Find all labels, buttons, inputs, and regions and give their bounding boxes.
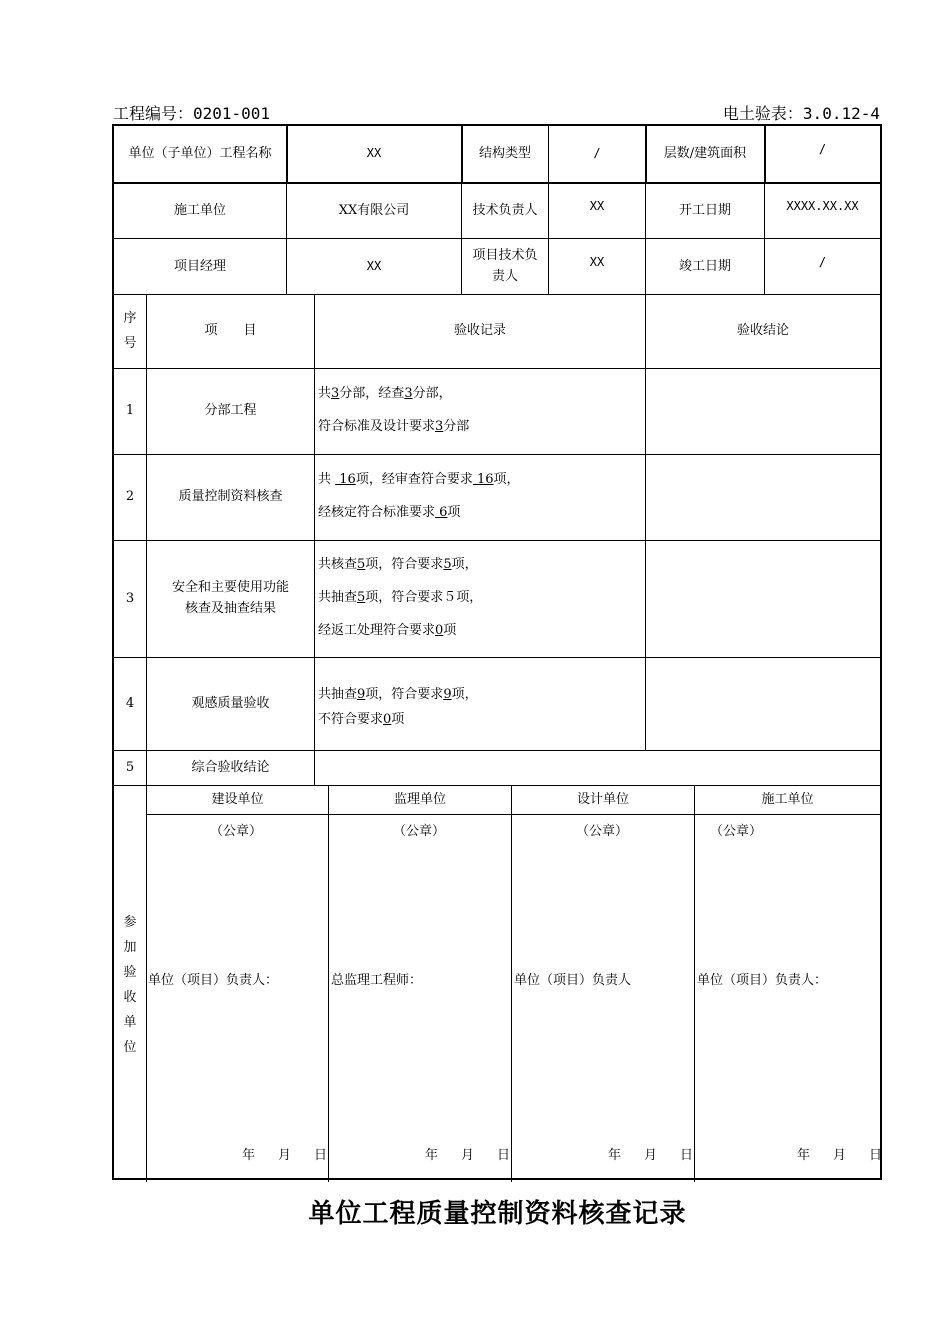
- row-2-record-line2: 经核定符合标准要求 6项: [318, 505, 461, 520]
- record-table: [112, 124, 882, 1180]
- owner-stamp: （公章）: [210, 824, 263, 839]
- supervisor-date: 年 月 日: [425, 1148, 511, 1163]
- row-1-record-line2: 符合标准及设计要求3分部: [318, 419, 470, 434]
- side-char: 位: [123, 1040, 137, 1055]
- row-4-item: 观感质量验收: [191, 695, 270, 711]
- supervisor-stamp: （公章）: [393, 824, 446, 839]
- row-3-record-line3: 经返工处理符合要求0项: [318, 623, 457, 638]
- supervisor-signer: 总监理工程师：: [331, 973, 423, 988]
- row-3-record-line1: 共核查5项，符合要求5项，: [318, 557, 478, 572]
- row-3-item-line1: 安全和主要使用功能: [171, 580, 289, 596]
- project-manager-label: 项目经理: [173, 258, 226, 274]
- designer-date: 年 月 日: [608, 1148, 694, 1163]
- project-number: 工程编号：0201-001: [113, 104, 271, 123]
- side-char: 加: [123, 940, 137, 955]
- unit-name-owner: 建设单位: [211, 791, 264, 807]
- document-title: 单位工程质量控制资料核查记录: [308, 1199, 687, 1229]
- unit-project-name-value: XX: [366, 146, 382, 161]
- row-2-record-line1: 共 16项，经审查符合要求 16项，: [318, 472, 520, 487]
- construction-unit-value: XX有限公司: [338, 202, 410, 218]
- construction-unit-label: 施工单位: [173, 202, 226, 218]
- project-tech-lead-value: XX: [589, 255, 605, 270]
- unit-project-name-label: 单位（子单位）工程名称: [128, 145, 272, 161]
- structure-type-value: /: [593, 146, 601, 161]
- seq-header-line2: 号: [123, 335, 137, 351]
- contractor-date: 年 月 日: [797, 1148, 883, 1163]
- rule: [511, 785, 512, 1182]
- project-tech-lead-label: [462, 239, 548, 295]
- conclusion-header: 验收结论: [736, 323, 789, 339]
- item-header: 项 目: [204, 323, 257, 339]
- owner-date: 年 月 日: [242, 1148, 328, 1163]
- row-2-item: 质量控制资料核查: [178, 489, 283, 505]
- row-1-item: 分部工程: [204, 403, 257, 419]
- designer-stamp: （公章）: [576, 824, 629, 839]
- rule: [146, 814, 880, 815]
- row-4-no: 4: [125, 695, 135, 711]
- floors-area-value: /: [818, 142, 827, 157]
- project-tech-lead-label-line1: 项目技术负: [472, 248, 538, 264]
- start-date-label: 开工日期: [678, 202, 731, 218]
- owner-signer: 单位（项目）负责人：: [148, 973, 279, 988]
- floors-area-label: 层数/建筑面积: [663, 145, 747, 161]
- form-number: 电土验表：3.0.12-4: [722, 104, 880, 123]
- row-4-record-line2: 不符合要求0项: [318, 712, 405, 727]
- tech-lead-value: XX: [589, 199, 605, 214]
- rule: [328, 785, 329, 1182]
- row-3-record-line2: 共抽查5项，符合要求５项，: [318, 590, 483, 605]
- contractor-stamp: （公章）: [710, 824, 763, 839]
- row-3-item: [147, 541, 314, 657]
- project-manager-value: XX: [366, 259, 382, 274]
- seq-header: [114, 295, 146, 368]
- unit-name-supervisor: 监理单位: [393, 791, 446, 807]
- row-3-item-line2: 核查及抽查结果: [184, 601, 276, 616]
- unit-name-designer: 设计单位: [576, 791, 629, 807]
- start-date-value: XXXX.XX.XX: [786, 199, 859, 214]
- designer-signer: 单位（项目）负责人: [514, 973, 632, 988]
- row-4-record-line1: 共抽查9项，符合要求9项，: [318, 687, 478, 702]
- row-5-no: 5: [125, 759, 135, 775]
- tech-lead-label: 技术负责人: [472, 202, 538, 218]
- completion-date-value: /: [818, 255, 827, 270]
- unit-name-contractor: 施工单位: [761, 791, 814, 807]
- row-2-no: 2: [125, 489, 135, 505]
- record-header: 验收记录: [453, 323, 506, 339]
- side-char: 参: [123, 915, 137, 930]
- side-char: 验: [123, 965, 137, 980]
- project-tech-lead-label-line2: 责人: [491, 269, 518, 284]
- side-char: 单: [123, 1015, 137, 1030]
- row-5-item: 综合验收结论: [191, 759, 270, 775]
- row-3-no: 3: [125, 590, 135, 606]
- side-char: 收: [123, 990, 137, 1005]
- completion-date-label: 竣工日期: [678, 258, 731, 274]
- rule: [694, 785, 695, 1182]
- contractor-signer: 单位（项目）负责人：: [697, 973, 828, 988]
- structure-type-label: 结构类型: [478, 145, 531, 161]
- row-1-no: 1: [125, 403, 135, 419]
- row-1-record-line1: 共3分部，经查3分部，: [318, 386, 452, 401]
- seq-header-line1: 序: [123, 310, 137, 326]
